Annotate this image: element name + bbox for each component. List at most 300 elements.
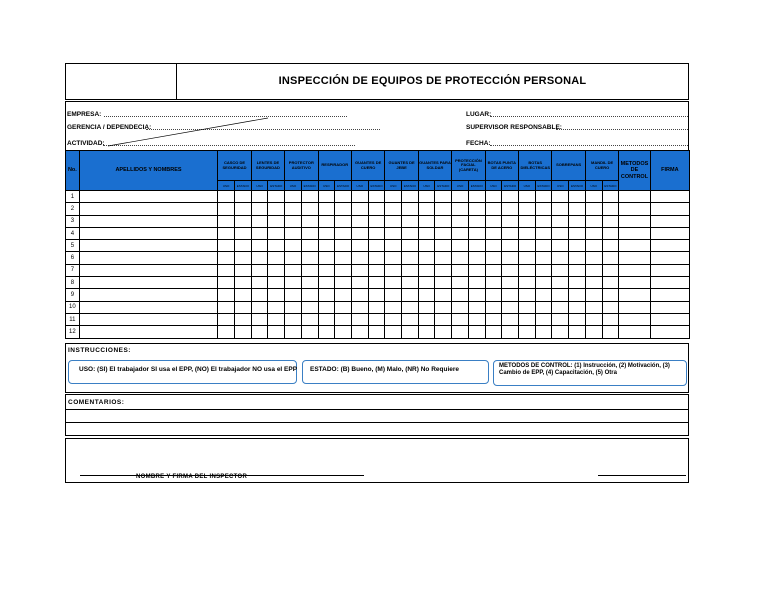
table-cell[interactable] (619, 240, 650, 252)
table-cell[interactable] (485, 203, 502, 215)
table-cell[interactable] (502, 191, 519, 203)
table-cell[interactable] (468, 215, 485, 227)
table-cell[interactable] (602, 240, 619, 252)
table-cell[interactable] (602, 203, 619, 215)
table-cell[interactable] (351, 252, 368, 264)
table-cell[interactable] (585, 215, 602, 227)
table-cell[interactable] (650, 191, 689, 203)
table-cell[interactable] (452, 240, 469, 252)
table-cell[interactable] (368, 264, 385, 276)
table-cell[interactable] (569, 252, 586, 264)
table-cell[interactable] (285, 227, 302, 239)
table-cell[interactable] (452, 313, 469, 325)
table-cell[interactable] (650, 301, 689, 313)
table-cell[interactable] (285, 277, 302, 289)
table-cell[interactable] (519, 191, 536, 203)
table-cell[interactable] (552, 240, 569, 252)
table-cell[interactable] (569, 240, 586, 252)
table-cell[interactable] (502, 313, 519, 325)
table-cell[interactable] (519, 326, 536, 338)
table-cell[interactable] (351, 313, 368, 325)
table-cell[interactable] (485, 289, 502, 301)
table-cell[interactable] (519, 215, 536, 227)
table-cell[interactable] (468, 301, 485, 313)
table-cell[interactable] (301, 240, 318, 252)
table-cell[interactable] (318, 227, 335, 239)
table-cell[interactable] (602, 326, 619, 338)
table-cell[interactable] (569, 313, 586, 325)
table-cell[interactable] (351, 264, 368, 276)
table-cell[interactable] (435, 227, 452, 239)
table-cell[interactable] (251, 264, 268, 276)
table-cell[interactable] (301, 277, 318, 289)
table-cell[interactable] (335, 326, 352, 338)
table-cell[interactable] (218, 313, 235, 325)
table-cell[interactable] (650, 240, 689, 252)
table-cell[interactable] (351, 227, 368, 239)
table-cell[interactable] (301, 215, 318, 227)
table-cell[interactable] (335, 203, 352, 215)
table-cell[interactable] (519, 277, 536, 289)
table-cell[interactable] (335, 289, 352, 301)
table-cell[interactable] (285, 203, 302, 215)
table-cell[interactable] (301, 326, 318, 338)
table-cell[interactable] (569, 277, 586, 289)
table-cell[interactable] (502, 203, 519, 215)
table-cell[interactable] (218, 326, 235, 338)
table-cell[interactable] (368, 191, 385, 203)
table-cell[interactable] (285, 252, 302, 264)
table-cell[interactable] (435, 301, 452, 313)
table-cell[interactable] (535, 326, 552, 338)
table-cell[interactable] (602, 252, 619, 264)
table-cell[interactable] (218, 301, 235, 313)
table-cell[interactable] (502, 240, 519, 252)
table-cell[interactable] (519, 240, 536, 252)
supervisor-field[interactable] (556, 129, 688, 130)
table-cell[interactable] (368, 215, 385, 227)
table-cell[interactable] (251, 203, 268, 215)
table-cell[interactable] (569, 301, 586, 313)
table-cell[interactable] (385, 313, 402, 325)
table-cell[interactable] (418, 277, 435, 289)
table-cell[interactable] (402, 301, 419, 313)
table-cell[interactable] (552, 289, 569, 301)
table-cell[interactable] (218, 215, 235, 227)
table-cell[interactable] (619, 227, 650, 239)
table-cell[interactable] (268, 313, 285, 325)
table-cell[interactable] (619, 203, 650, 215)
table-cell[interactable] (585, 227, 602, 239)
table-cell[interactable] (535, 313, 552, 325)
table-cell[interactable] (79, 215, 218, 227)
table-cell[interactable] (650, 215, 689, 227)
table-cell[interactable] (535, 289, 552, 301)
table-cell[interactable] (218, 203, 235, 215)
table-cell[interactable] (301, 252, 318, 264)
table-cell[interactable] (435, 313, 452, 325)
table-cell[interactable] (619, 215, 650, 227)
table-cell[interactable] (468, 203, 485, 215)
table-cell[interactable] (402, 215, 419, 227)
table-cell[interactable] (650, 313, 689, 325)
table-cell[interactable] (218, 191, 235, 203)
table-cell[interactable] (619, 289, 650, 301)
table-cell[interactable] (418, 203, 435, 215)
table-cell[interactable] (418, 264, 435, 276)
table-cell[interactable] (318, 277, 335, 289)
table-cell[interactable] (619, 191, 650, 203)
table-cell[interactable] (552, 191, 569, 203)
table-cell[interactable] (402, 264, 419, 276)
table-cell[interactable] (285, 326, 302, 338)
table-cell[interactable] (385, 289, 402, 301)
table-cell[interactable] (519, 301, 536, 313)
table-cell[interactable] (535, 264, 552, 276)
table-cell[interactable] (385, 277, 402, 289)
table-cell[interactable] (519, 203, 536, 215)
comment-line-1[interactable] (66, 409, 688, 410)
table-cell[interactable] (535, 240, 552, 252)
table-cell[interactable] (552, 313, 569, 325)
table-cell[interactable] (535, 215, 552, 227)
table-cell[interactable] (468, 277, 485, 289)
table-cell[interactable] (268, 301, 285, 313)
table-cell[interactable] (468, 191, 485, 203)
table-cell[interactable] (79, 326, 218, 338)
table-cell[interactable] (235, 252, 252, 264)
table-cell[interactable] (235, 289, 252, 301)
table-cell[interactable] (585, 252, 602, 264)
table-cell[interactable] (585, 264, 602, 276)
table-cell[interactable] (552, 203, 569, 215)
table-cell[interactable] (318, 326, 335, 338)
table-cell[interactable] (452, 289, 469, 301)
table-cell[interactable] (418, 289, 435, 301)
table-cell[interactable] (351, 277, 368, 289)
table-cell[interactable] (468, 240, 485, 252)
table-cell[interactable] (268, 277, 285, 289)
table-cell[interactable] (535, 252, 552, 264)
table-cell[interactable] (650, 289, 689, 301)
table-cell[interactable] (335, 301, 352, 313)
table-cell[interactable] (235, 277, 252, 289)
table-cell[interactable] (452, 301, 469, 313)
table-cell[interactable] (235, 215, 252, 227)
table-cell[interactable] (285, 240, 302, 252)
table-cell[interactable] (435, 326, 452, 338)
table-cell[interactable] (585, 313, 602, 325)
table-cell[interactable] (452, 203, 469, 215)
table-cell[interactable] (552, 326, 569, 338)
table-cell[interactable] (301, 289, 318, 301)
table-cell[interactable] (385, 240, 402, 252)
table-cell[interactable] (619, 301, 650, 313)
table-cell[interactable] (79, 240, 218, 252)
table-cell[interactable] (268, 326, 285, 338)
table-cell[interactable] (318, 215, 335, 227)
table-cell[interactable] (485, 227, 502, 239)
table-cell[interactable] (385, 301, 402, 313)
table-cell[interactable] (650, 326, 689, 338)
table-cell[interactable] (251, 277, 268, 289)
table-cell[interactable] (650, 264, 689, 276)
table-cell[interactable] (402, 289, 419, 301)
table-cell[interactable] (485, 277, 502, 289)
table-cell[interactable] (569, 289, 586, 301)
table-cell[interactable] (318, 289, 335, 301)
table-cell[interactable] (569, 215, 586, 227)
table-cell[interactable] (368, 289, 385, 301)
table-cell[interactable] (602, 227, 619, 239)
table-cell[interactable] (418, 191, 435, 203)
table-cell[interactable] (650, 277, 689, 289)
table-cell[interactable] (218, 277, 235, 289)
table-cell[interactable] (385, 227, 402, 239)
table-cell[interactable] (452, 326, 469, 338)
table-cell[interactable] (468, 264, 485, 276)
table-cell[interactable] (301, 313, 318, 325)
table-cell[interactable] (519, 289, 536, 301)
table-cell[interactable] (285, 264, 302, 276)
table-cell[interactable] (418, 313, 435, 325)
table-cell[interactable] (650, 203, 689, 215)
table-cell[interactable] (585, 191, 602, 203)
table-cell[interactable] (318, 203, 335, 215)
table-cell[interactable] (435, 215, 452, 227)
table-cell[interactable] (268, 252, 285, 264)
table-cell[interactable] (569, 264, 586, 276)
table-cell[interactable] (602, 191, 619, 203)
table-cell[interactable] (552, 252, 569, 264)
table-cell[interactable] (335, 215, 352, 227)
table-cell[interactable] (402, 277, 419, 289)
table-cell[interactable] (235, 227, 252, 239)
table-cell[interactable] (535, 191, 552, 203)
table-cell[interactable] (79, 289, 218, 301)
table-cell[interactable] (585, 301, 602, 313)
table-cell[interactable] (385, 215, 402, 227)
table-cell[interactable] (368, 277, 385, 289)
table-cell[interactable] (569, 191, 586, 203)
table-cell[interactable] (79, 252, 218, 264)
table-cell[interactable] (335, 191, 352, 203)
table-cell[interactable] (301, 203, 318, 215)
table-cell[interactable] (502, 289, 519, 301)
table-cell[interactable] (602, 264, 619, 276)
table-cell[interactable] (251, 313, 268, 325)
table-cell[interactable] (402, 252, 419, 264)
table-cell[interactable] (485, 301, 502, 313)
table-cell[interactable] (569, 203, 586, 215)
table-cell[interactable] (285, 313, 302, 325)
table-cell[interactable] (435, 203, 452, 215)
table-cell[interactable] (79, 277, 218, 289)
table-cell[interactable] (418, 252, 435, 264)
table-cell[interactable] (552, 227, 569, 239)
table-cell[interactable] (368, 313, 385, 325)
table-cell[interactable] (468, 289, 485, 301)
table-cell[interactable] (79, 264, 218, 276)
table-cell[interactable] (418, 301, 435, 313)
table-cell[interactable] (535, 277, 552, 289)
table-cell[interactable] (418, 240, 435, 252)
table-cell[interactable] (585, 277, 602, 289)
table-cell[interactable] (235, 191, 252, 203)
table-cell[interactable] (301, 227, 318, 239)
table-cell[interactable] (318, 301, 335, 313)
table-cell[interactable] (335, 313, 352, 325)
table-cell[interactable] (285, 215, 302, 227)
table-cell[interactable] (318, 252, 335, 264)
table-cell[interactable] (268, 264, 285, 276)
table-cell[interactable] (468, 326, 485, 338)
table-cell[interactable] (619, 277, 650, 289)
table-cell[interactable] (452, 227, 469, 239)
table-cell[interactable] (402, 326, 419, 338)
table-cell[interactable] (285, 191, 302, 203)
table-cell[interactable] (418, 326, 435, 338)
table-cell[interactable] (485, 313, 502, 325)
table-cell[interactable] (268, 227, 285, 239)
table-cell[interactable] (301, 264, 318, 276)
table-cell[interactable] (368, 203, 385, 215)
table-cell[interactable] (602, 301, 619, 313)
table-cell[interactable] (268, 215, 285, 227)
table-cell[interactable] (452, 252, 469, 264)
table-cell[interactable] (435, 252, 452, 264)
table-cell[interactable] (452, 277, 469, 289)
table-cell[interactable] (251, 240, 268, 252)
table-cell[interactable] (251, 191, 268, 203)
comment-line-2[interactable] (66, 422, 688, 423)
table-cell[interactable] (485, 215, 502, 227)
table-cell[interactable] (251, 326, 268, 338)
table-cell[interactable] (519, 313, 536, 325)
table-cell[interactable] (619, 313, 650, 325)
table-cell[interactable] (318, 264, 335, 276)
table-cell[interactable] (235, 326, 252, 338)
table-cell[interactable] (351, 215, 368, 227)
table-cell[interactable] (502, 264, 519, 276)
table-cell[interactable] (569, 227, 586, 239)
table-cell[interactable] (79, 301, 218, 313)
table-cell[interactable] (402, 240, 419, 252)
table-cell[interactable] (79, 203, 218, 215)
table-cell[interactable] (351, 326, 368, 338)
table-cell[interactable] (318, 313, 335, 325)
table-cell[interactable] (218, 240, 235, 252)
table-cell[interactable] (335, 252, 352, 264)
table-cell[interactable] (502, 301, 519, 313)
table-cell[interactable] (502, 326, 519, 338)
table-cell[interactable] (619, 252, 650, 264)
table-cell[interactable] (385, 191, 402, 203)
table-cell[interactable] (619, 264, 650, 276)
table-cell[interactable] (435, 277, 452, 289)
table-cell[interactable] (235, 301, 252, 313)
table-cell[interactable] (251, 252, 268, 264)
table-cell[interactable] (535, 301, 552, 313)
table-cell[interactable] (251, 227, 268, 239)
table-cell[interactable] (602, 313, 619, 325)
table-cell[interactable] (485, 240, 502, 252)
table-cell[interactable] (335, 264, 352, 276)
table-cell[interactable] (385, 203, 402, 215)
table-cell[interactable] (335, 240, 352, 252)
table-cell[interactable] (535, 227, 552, 239)
table-cell[interactable] (552, 264, 569, 276)
table-cell[interactable] (452, 191, 469, 203)
table-cell[interactable] (585, 289, 602, 301)
table-cell[interactable] (485, 252, 502, 264)
table-cell[interactable] (519, 252, 536, 264)
table-cell[interactable] (235, 240, 252, 252)
table-cell[interactable] (368, 252, 385, 264)
table-cell[interactable] (385, 264, 402, 276)
table-cell[interactable] (402, 203, 419, 215)
table-cell[interactable] (351, 301, 368, 313)
table-cell[interactable] (285, 289, 302, 301)
table-cell[interactable] (218, 252, 235, 264)
table-cell[interactable] (435, 264, 452, 276)
table-cell[interactable] (235, 264, 252, 276)
table-cell[interactable] (485, 191, 502, 203)
table-cell[interactable] (485, 264, 502, 276)
table-cell[interactable] (452, 264, 469, 276)
table-cell[interactable] (402, 191, 419, 203)
table-cell[interactable] (519, 264, 536, 276)
table-cell[interactable] (602, 215, 619, 227)
table-cell[interactable] (251, 215, 268, 227)
table-cell[interactable] (502, 252, 519, 264)
table-cell[interactable] (235, 203, 252, 215)
table-cell[interactable] (435, 289, 452, 301)
table-cell[interactable] (569, 326, 586, 338)
table-cell[interactable] (368, 301, 385, 313)
table-cell[interactable] (268, 203, 285, 215)
table-cell[interactable] (418, 215, 435, 227)
table-cell[interactable] (79, 227, 218, 239)
table-cell[interactable] (502, 277, 519, 289)
table-cell[interactable] (619, 326, 650, 338)
table-cell[interactable] (552, 215, 569, 227)
table-cell[interactable] (335, 227, 352, 239)
table-cell[interactable] (251, 301, 268, 313)
table-cell[interactable] (268, 289, 285, 301)
table-cell[interactable] (268, 240, 285, 252)
table-cell[interactable] (351, 289, 368, 301)
table-cell[interactable] (585, 326, 602, 338)
table-cell[interactable] (218, 264, 235, 276)
table-cell[interactable] (402, 313, 419, 325)
table-cell[interactable] (519, 227, 536, 239)
table-cell[interactable] (468, 313, 485, 325)
table-cell[interactable] (452, 215, 469, 227)
table-cell[interactable] (301, 301, 318, 313)
table-cell[interactable] (502, 227, 519, 239)
table-cell[interactable] (552, 277, 569, 289)
table-cell[interactable] (351, 240, 368, 252)
table-cell[interactable] (468, 227, 485, 239)
table-cell[interactable] (585, 203, 602, 215)
table-cell[interactable] (218, 289, 235, 301)
table-cell[interactable] (385, 326, 402, 338)
table-cell[interactable] (251, 289, 268, 301)
table-cell[interactable] (468, 252, 485, 264)
table-cell[interactable] (650, 227, 689, 239)
table-cell[interactable] (79, 191, 218, 203)
